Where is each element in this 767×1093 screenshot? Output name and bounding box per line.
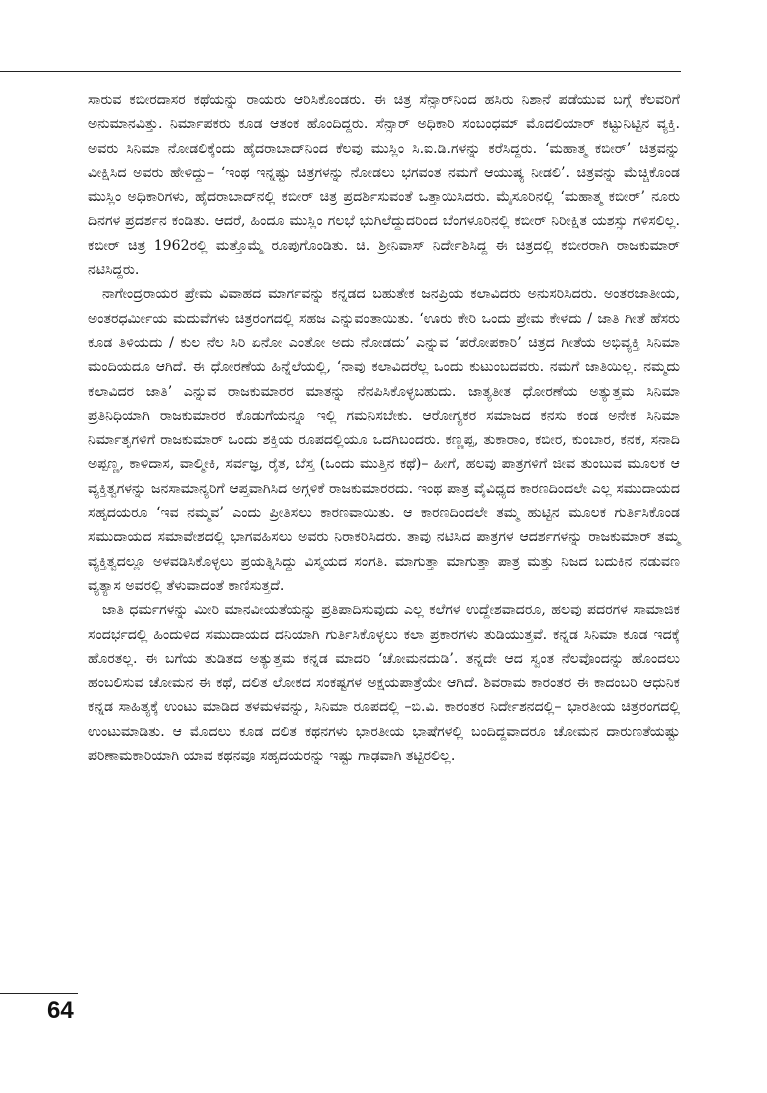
- footer-rule: [0, 993, 78, 994]
- body-text: [88, 88, 680, 768]
- page-number: 64: [47, 997, 74, 1024]
- paragraph-3: ಜಾತಿ ಧರ್ಮಗಳನ್ನು ಮೀರಿ ಮಾನವೀಯತೆಯನ್ನು ಪ್ರತಿಪಾದಿಸುವುದು ಎಲ್ಲ ಕಲೆಗಳ ಉದ್ದೇಶವಾದರೂ, ಹಲವು ಪದರಗಳ ಸಾಮಾಜಿಕ ಸಂದರ್ಭದಲ್ಲಿ ಹಿಂದುಳಿದ ಸಮುದಾಯದ ದನಿಯಾಗಿ ಗುರ್ತಿಸಿಕೊಳ್ಳಲು ಕಲಾ ಪ್ರಕಾರಗಳು ತುಡಿಯುತ್ತವೆ. ಕನ್ನಡ ಸಿನಿಮಾ ಕೂಡ ಇದಕ್ಕೆ ಹೊರತಲ್ಲ. ಈ ಬಗೆಯ ತುಡಿತದ ಅತ್ಯುತ್ತಮ ಕನ್ನಡ ಮಾದರಿ ‘ಚೋಮನದುಡಿ’. ತನ್ನದೇ ಆದ ಸ್ವಂತ ನೆಲವೊಂದನ್ನು ಹೊಂದಲು ಹಂಬಲಿಸುವ ಚೋಮನ ಈ ಕಥೆ, ದಲಿತ ಲೋಕದ ಸಂಕಷ್ಟಗಳ ಅಕ್ಷಯಪಾತ್ರೆಯೇ ಆಗಿದೆ. ಶಿವರಾಮ ಕಾರಂತರ ಈ ಕಾದಂಬರಿ ಆಧುನಿಕ ಕನ್ನಡ ಸಾಹಿತ್ಯಕ್ಕೆ ಉಂಟು ಮಾಡಿದ ತಳಮಳವನ್ನು, ಸಿನಿಮಾ ರೂಪದಲ್ಲಿ –ಬಿ.ವಿ. ಕಾರಂತರ ನಿರ್ದೇಶನದಲ್ಲಿ– ಭಾರತೀಯ ಚಿತ್ರರಂಗದಲ್ಲಿ ಉಂಟುಮಾಡಿತು. ಆ ಮೊದಲು ಕೂಡ ದಲಿತ ಕಥನಗಳು ಭಾರತೀಯ ಭಾಷೆಗಳಲ್ಲಿ ಬಂದಿದ್ದವಾದರೂ ಚೋಮನ ದಾರುಣತೆಯಷ್ಟು ಪರಿಣಾಮಕಾರಿಯಾಗಿ ಯಾವ ಕಥನವೂ ಸಹೃದಯರನ್ನು ಇಷ್ಟು ಗಾಢವಾಗಿ ತಟ್ಟಿರಲಿಲ್ಲ.: [88, 602, 680, 765]
- paragraph-1: ಸಾರುವ ಕಬೀರದಾಸರ ಕಥೆಯನ್ನು ರಾಯರು ಆರಿಸಿಕೊಂಡರು. ಈ ಚಿತ್ರ ಸೆನ್ಸಾರ್‌ನಿಂದ ಹಸಿರು ನಿಶಾನೆ ಪಡೆಯುವ ಬಗ್ಗೆ ಕೆಲವರಿಗೆ ಅನುಮಾನವಿತ್ತು. ನಿರ್ಮಾಪಕರು ಕೂಡ ಆತಂಕ ಹೊಂದಿದ್ದರು. ಸೆನ್ಸಾರ್ ಅಧಿಕಾರಿ ಸಂಬಂಧಮ್ ಮೊದಲಿಯಾರ್ ಕಟ್ಟುನಿಟ್ಟಿನ ವ್ಯಕ್ತಿ. ಅವರು ಸಿನಿಮಾ ನೋಡಲಿಕ್ಕೆಂದು ಹೈದರಾಬಾದ್‌ನಿಂದ ಕೆಲವು ಮುಸ್ಲಿಂ ಸಿ.ಐ.ಡಿ.ಗಳನ್ನು ಕರೆಸಿದ್ದರು. ‘ಮಹಾತ್ಮ ಕಬೀರ್’ ಚಿತ್ರವನ್ನು ವೀಕ್ಷಿಸಿದ ಅವರು ಹೇಳಿದ್ದು– ‘ಇಂಥ ಇನ್ನಷ್ಟು ಚಿತ್ರಗಳನ್ನು ನೋಡಲು ಭಗವಂತ ನಮಗೆ ಆಯುಷ್ಯ ನೀಡಲಿ’. ಚಿತ್ರವನ್ನು ಮೆಚ್ಚಿಕೊಂಡ ಮುಸ್ಲಿಂ ಅಧಿಕಾರಿಗಳು, ಹೈದರಾಬಾದ್‌ನಲ್ಲಿ ಕಬೀರ್ ಚಿತ್ರ ಪ್ರದರ್ಶಿಸುವಂತೆ ಒತ್ತಾಯಿಸಿದರು. ಮೈಸೂರಿನಲ್ಲಿ ‘ಮಹಾತ್ಮ ಕಬೀರ್’ ನೂರು ದಿನಗಳ ಪ್ರದರ್ಶನ ಕಂಡಿತು. ಆದರೆ, ಹಿಂದೂ ಮುಸ್ಲಿಂ ಗಲಭೆ ಭುಗಿಲೆದ್ದುದರಿಂದ ಬೆಂಗಳೂರಿನಲ್ಲಿ ಕಬೀರ್ ನಿರೀಕ್ಷಿತ ಯಶಸ್ಸು ಗಳಿಸಲಿಲ್ಲ. ಕಬೀರ್ ಚಿತ್ರ 1962ರಲ್ಲಿ ಮತ್ತೊಮ್ಮೆ ರೂಪುಗೊಂಡಿತು. ಚಿ. ಶ್ರೀನಿವಾಸ್ ನಿರ್ದೇಶಿಸಿದ್ದ ಈ ಚಿತ್ರದಲ್ಲಿ ಕಬೀರರಾಗಿ ರಾಜಕುಮಾರ್ ನಟಿಸಿದ್ದರು.: [88, 92, 680, 279]
- header-rule: [0, 71, 681, 72]
- paragraph-2: ನಾಗೇಂದ್ರರಾಯರ ಪ್ರೇಮ ವಿವಾಹದ ಮಾರ್ಗವನ್ನು ಕನ್ನಡದ ಬಹುತೇಕ ಜನಪ್ರಿಯ ಕಲಾವಿದರು ಅನುಸರಿಸಿದರು. ಅಂತರಜಾತೀಯ, ಅಂತರಧರ್ಮೀಯ ಮದುವೆಗಳು ಚಿತ್ರರಂಗದಲ್ಲಿ ಸಹಜ ಎನ್ನುವಂತಾಯಿತು. ‘ಊರು ಕೇರಿ ಒಂದು ಪ್ರೇಮ ಕೇಳದು / ಜಾತಿ ಗೀತೆ ಹೆಸರು ಕೂಡ ತಿಳಿಯದು / ಕುಲ ನೆಲ ಸಿರಿ ಏನೋ ಎಂತೋ ಅದು ನೋಡದು’ ಎನ್ನುವ ‘ಪರೋಪಕಾರಿ’ ಚಿತ್ರದ ಗೀತೆಯ ಅಭಿವ್ಯಕ್ತಿ ಸಿನಿಮಾ ಮಂದಿಯದೂ ಆಗಿದೆ. ಈ ಧೋರಣೆಯ ಹಿನ್ನೆಲೆಯಲ್ಲಿ, ‘ನಾವು ಕಲಾವಿದರೆಲ್ಲ ಒಂದು ಕುಟುಂಬದವರು. ನಮಗೆ ಜಾತಿಯಿಲ್ಲ. ನಮ್ಮದು ಕಲಾವಿದರ ಜಾತಿ’ ಎನ್ನುವ ರಾಜಕುಮಾರರ ಮಾತನ್ನು ನೆನಪಿಸಿಕೊಳ್ಳಬಹುದು. ಜಾತ್ಯತೀತ ಧೋರಣೆಯ ಅತ್ಯುತ್ತಮ ಸಿನಿಮಾ ಪ್ರತಿನಿಧಿಯಾಗಿ ರಾಜಕುಮಾರರ ಕೊಡುಗೆಯನ್ನೂ ಇಲ್ಲಿ ಗಮನಿಸಬೇಕು. ಆರೋಗ್ಯಕರ ಸಮಾಜದ ಕನಸು ಕಂಡ ಅನೇಕ ಸಿನಿಮಾ ನಿರ್ಮಾತೃಗಳಿಗೆ ರಾಜಕುಮಾರ್ ಒಂದು ಶಕ್ತಿಯ ರೂಪದಲ್ಲಿಯೂ ಒದಗಿಬಂದರು. ಕಣ್ಣಪ್ಪ, ತುಕಾರಾಂ, ಕಬೀರ, ಕುಂಬಾರ, ಕನಕ, ಸನಾದಿ ಅಪ್ಪಣ್ಣ, ಕಾಳಿದಾಸ, ವಾಲ್ಮೀಕಿ, ಸರ್ವಜ್ಞ, ರೈತ, ಬೆಸ್ತ (ಒಂದು ಮುತ್ತಿನ ಕಥೆ)– ಹೀಗೆ, ಹಲವು ಪಾತ್ರಗಳಿಗೆ ಜೀವ ತುಂಬುವ ಮೂಲಕ ಆ ವ್ಯಕ್ತಿತ್ವಗಳನ್ನು ಜನಸಾಮಾನ್ಯರಿಗೆ ಆಪ್ತವಾಗಿಸಿದ ಅಗ್ಗಳಿಕೆ ರಾಜಕುಮಾರರದು. ಇಂಥ ಪಾತ್ರ ವೈವಿಧ್ಯದ ಕಾರಣದಿಂದಲೇ ಎಲ್ಲ ಸಮುದಾಯದ ಸಹೃದಯರೂ ‘ಇವ ನಮ್ಮವ’ ಎಂದು ಪ್ರೀತಿಸಲು ಕಾರಣವಾಯಿತು. ಆ ಕಾರಣದಿಂದಲೇ ತಮ್ಮ ಹುಟ್ಟಿನ ಮೂಲಕ ಗುರ್ತಿಸಿಕೊಂಡ ಸಮುದಾಯದ ಸಮಾವೇಶದಲ್ಲಿ ಭಾಗವಹಿಸಲು ಅವರು ನಿರಾಕರಿಸಿದರು. ತಾವು ನಟಿಸಿದ ಪಾತ್ರಗಳ ಆದರ್ಶಗಳನ್ನು ರಾಜಕುಮಾರ್ ತಮ್ಮ ವ್ಯಕ್ತಿತ್ವದಲ್ಲೂ ಅಳವಡಿಸಿಕೊಳ್ಳಲು ಪ್ರಯತ್ನಿಸಿದ್ದು ವಿಸ್ಮಯದ ಸಂಗತಿ. ಮಾಗುತ್ತಾ ಮಾಗುತ್ತಾ ಪಾತ್ರ ಮತ್ತು ನಿಜದ ಬದುಕಿನ ನಡುವಣ ವ್ಯತ್ಯಾಸ ಅವರಲ್ಲಿ ತೆಳುವಾದಂತೆ ಕಾಣಿಸುತ್ತದೆ.: [88, 286, 680, 594]
